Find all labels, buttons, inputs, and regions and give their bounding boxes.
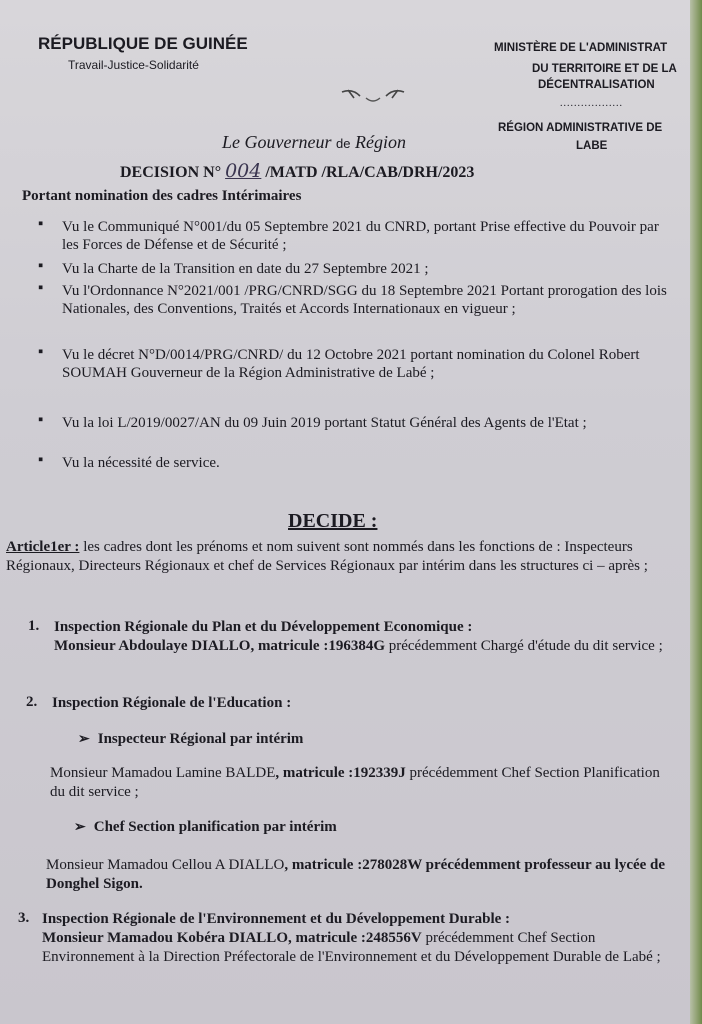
bullet-icon: ▪ [38, 280, 44, 296]
item-2-title: Inspection Régionale de l'Education : [52, 695, 292, 711]
item-1-person: Monsieur Abdoulaye DIALLO [54, 638, 251, 654]
decision-reference [120, 160, 474, 182]
article-1 [6, 538, 666, 576]
region-line-1: RÉGION ADMINISTRATIVE DE [498, 122, 663, 134]
page-edge [690, 0, 702, 1024]
republic-title: RÉPUBLIQUE DE GUINÉE [38, 34, 248, 53]
ministry-line-3: DÉCENTRALISATION [538, 79, 655, 91]
emblem-icon [338, 84, 408, 111]
consideration-1: Vu le Communiqué N°001/du 05 Septembre 2021 du CNRD, portant Prise effective du Pouvoir par les Forces de Défense et de Sécurité ; [62, 219, 659, 253]
item-2-number: 2. [26, 694, 38, 710]
ministry-line-2: DU TERRITOIRE ET DE LA [532, 63, 677, 75]
ministry-line-1: MINISTÈRE DE L'ADMINISTRAT [494, 42, 668, 54]
item-1-matricule: , matricule :196384G [250, 638, 385, 654]
consideration-6: Vu la nécessité de service. [62, 455, 220, 471]
governor-de: de [335, 136, 351, 151]
item-2-person-1 [50, 764, 670, 802]
item-1-title: Inspection Régionale du Plan et du Développement Economique : [54, 619, 473, 635]
consideration-2: Vu la Charte de la Transition en date du 27 Septembre 2021 ; [62, 261, 429, 277]
item-3-title: Inspection Régionale de l'Environnement et du Développement Durable : [42, 911, 511, 927]
article-1-label: Article1er : [6, 539, 80, 555]
arrow-icon: ➢ [74, 820, 86, 835]
item-1-rest: précédemment Chargé d'étude du dit service ; [385, 638, 663, 654]
decide-heading: DECIDE : [288, 510, 378, 532]
bullet-icon: ▪ [38, 258, 44, 274]
governor-title [222, 132, 406, 153]
item-2-sub-1 [78, 730, 698, 749]
consideration-3: Vu l'Ordonnance N°2021/001 /PRG/CNRD/SGG du 18 Septembre 2021 Portant prorogation des lois Nationales, des Conventions, Traités et Accords Internationaux en vigueur ; [62, 283, 667, 317]
item-2-person-2-matricule: , matricule :278028W précédemment professeur au lycée de Donghel Sigon. [46, 857, 666, 892]
consideration-4: Vu le décret N°D/0014/PRG/CNRD/ du 12 Octobre 2021 portant nomination du Colonel Robert SOUMAH Gouverneur de la Région Administrative de Labé ; [62, 347, 640, 381]
bullet-icon: ▪ [38, 452, 44, 468]
governor-region: Région [354, 132, 406, 152]
item-3-person: Monsieur Mamadou Kobéra DIALLO [42, 930, 288, 946]
article-1-text: les cadres dont les prénoms et nom suivent sont nommés dans les fonctions de : Inspecteurs Régionaux, Directeurs Régionaux et chef de Services Régionaux par intérim dans les structures ci – après ; [6, 539, 648, 574]
item-2-sub-2-label: Chef Section planification par intérim [93, 819, 337, 835]
governor-word: Le Gouverneur [222, 132, 332, 152]
item-2-person-2 [46, 856, 666, 894]
item-3-number: 3. [18, 910, 30, 926]
decision-ref: /MATD /RLA/CAB/DRH/2023 [265, 164, 475, 181]
item-3 [42, 910, 672, 967]
consideration-5: Vu la loi L/2019/0027/AN du 09 Juin 2019 portant Statut Général des Agents de l'Etat ; [62, 415, 587, 431]
item-2-person-2-name: Monsieur Mamadou Cellou A DIALLO [46, 857, 285, 873]
arrow-icon: ➢ [78, 732, 90, 747]
item-2-person-1-matricule: , matricule :192339J [275, 765, 406, 781]
bullet-icon: ▪ [38, 412, 44, 428]
bullet-icon: ▪ [38, 344, 44, 360]
item-2-person-1-rest: précédemment Chef Section Planification du dit service ; [50, 765, 660, 800]
item-3-matricule: , matricule :248556V [287, 930, 422, 946]
header-separator: .................. [560, 98, 623, 109]
item-2-sub-1-label: Inspecteur Régional par intérim [97, 731, 304, 747]
item-3-rest: précédemment Chef Section Environnement à la Direction Préfectorale de l'Environnement et du Développement Durable de Labé ; [42, 930, 661, 965]
item-1 [54, 618, 674, 656]
region-line-2: LABE [576, 140, 608, 152]
decision-number: 004 [225, 160, 262, 182]
item-2-sub-2 [74, 818, 694, 837]
item-1-number: 1. [28, 618, 40, 634]
item-2-person-1-name: Monsieur Mamadou Lamine BALDE [50, 765, 276, 781]
decision-subject: Portant nomination des cadres Intérimaires [22, 188, 302, 204]
bullet-icon: ▪ [38, 216, 44, 232]
decision-label: DECISION N° [120, 164, 222, 181]
national-motto: Travail-Justice-Solidarité [68, 58, 199, 72]
